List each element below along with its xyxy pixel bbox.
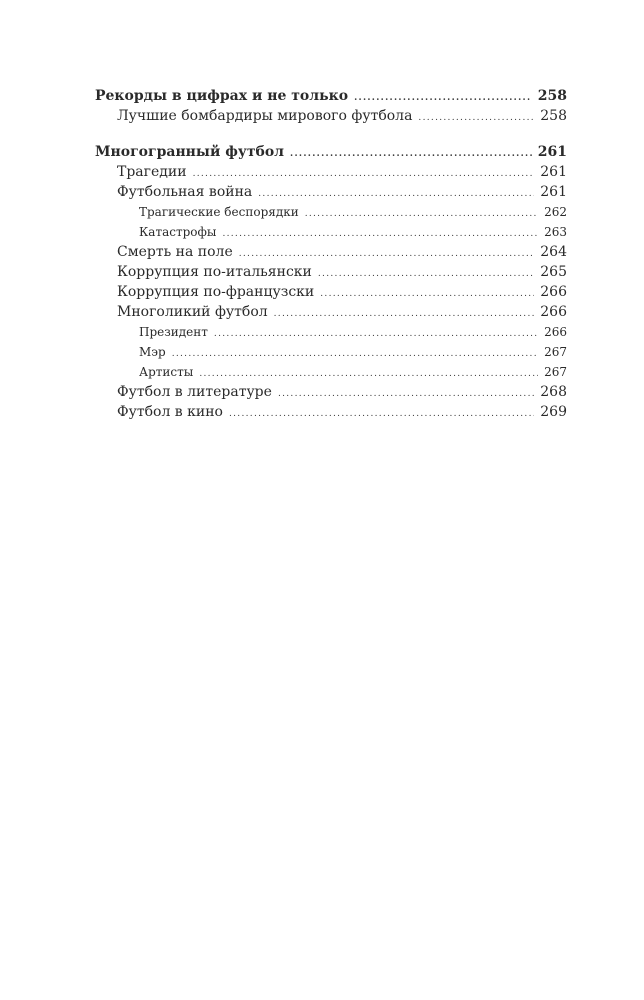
toc-page-number: 262 bbox=[544, 205, 567, 219]
toc-page-number: 261 bbox=[540, 164, 567, 180]
toc-page-number: 266 bbox=[540, 304, 567, 320]
toc-section-multifaceted-football bbox=[95, 142, 567, 422]
toc-entry-title: Многогранный футбол bbox=[95, 144, 285, 160]
toc-page-number: 261 bbox=[540, 184, 567, 200]
toc-page-number: 267 bbox=[544, 345, 567, 359]
toc-page-number: 265 bbox=[540, 264, 567, 280]
toc-dot-leader bbox=[214, 324, 538, 344]
toc-entry-title: Футбол в кино bbox=[117, 404, 223, 420]
toc-page-number: 267 bbox=[544, 365, 567, 379]
toc-entry-corruption-italian[interactable] bbox=[95, 262, 567, 282]
toc-dot-leader bbox=[274, 304, 535, 324]
toc-dot-leader bbox=[278, 384, 534, 404]
toc-entry-title: Катастрофы bbox=[139, 225, 217, 239]
toc-entry-title: Мэр bbox=[139, 345, 166, 359]
toc-entry-title: Коррупция по-итальянски bbox=[117, 264, 312, 280]
toc-entry-football-in-cinema[interactable] bbox=[95, 402, 567, 422]
toc-dot-leader bbox=[320, 284, 534, 304]
toc-entry-title: Трагедии bbox=[117, 164, 187, 180]
toc-dot-leader bbox=[193, 164, 535, 184]
toc-page-number: 268 bbox=[540, 384, 567, 400]
toc-page-number: 269 bbox=[540, 404, 567, 420]
toc-entry-president[interactable] bbox=[95, 322, 567, 342]
toc-section-records bbox=[95, 86, 567, 126]
toc-dot-leader bbox=[229, 404, 534, 424]
toc-entry-many-faced-football[interactable] bbox=[95, 302, 567, 322]
toc-entry-football-in-literature[interactable] bbox=[95, 382, 567, 402]
toc-dot-leader bbox=[239, 244, 535, 264]
toc-dot-leader bbox=[222, 224, 538, 244]
toc-entry-title: Футбол в литературе bbox=[117, 384, 272, 400]
toc-entry-tragedies[interactable] bbox=[95, 162, 567, 182]
toc-entry-title: Рекорды в цифрах и не только bbox=[95, 88, 349, 104]
toc-page-number: 266 bbox=[544, 325, 567, 339]
toc-entry-football-war[interactable] bbox=[95, 182, 567, 202]
toc-entry-multifaceted-football[interactable] bbox=[95, 142, 567, 162]
toc-entry-corruption-french[interactable] bbox=[95, 282, 567, 302]
toc-page-number: 263 bbox=[544, 225, 567, 239]
toc-page-number: 261 bbox=[537, 144, 567, 160]
toc-entry-mayor[interactable] bbox=[95, 342, 567, 362]
toc-page-number: 258 bbox=[540, 108, 567, 124]
toc-entry-title: Смерть на поле bbox=[117, 244, 233, 260]
toc-entry-top-scorers[interactable] bbox=[95, 106, 567, 126]
toc-page-number: 266 bbox=[540, 284, 567, 300]
toc-entry-title: Трагические беспорядки bbox=[139, 205, 299, 219]
toc-dot-leader bbox=[318, 264, 534, 284]
toc-entry-title: Футбольная война bbox=[117, 184, 253, 200]
toc-dot-leader bbox=[258, 184, 534, 204]
toc-dot-leader bbox=[172, 344, 538, 364]
toc-entry-records[interactable] bbox=[95, 86, 567, 106]
table-of-contents bbox=[95, 86, 567, 422]
toc-entry-catastrophes[interactable] bbox=[95, 222, 567, 242]
toc-entry-title: Лучшие бомбардиры мирового футбола bbox=[117, 108, 413, 124]
toc-entry-title: Коррупция по-французски bbox=[117, 284, 315, 300]
toc-page-number: 258 bbox=[537, 88, 567, 104]
toc-entry-artists[interactable] bbox=[95, 362, 567, 382]
toc-entry-death-on-field[interactable] bbox=[95, 242, 567, 262]
toc-page-number: 264 bbox=[540, 244, 567, 260]
toc-dot-leader bbox=[290, 144, 532, 164]
toc-entry-tragic-riots[interactable] bbox=[95, 202, 567, 222]
toc-dot-leader bbox=[305, 204, 538, 224]
toc-dot-leader bbox=[354, 88, 532, 108]
toc-entry-title: Президент bbox=[139, 325, 208, 339]
toc-entry-title: Многоликий футбол bbox=[117, 304, 268, 320]
toc-dot-leader bbox=[199, 364, 538, 384]
toc-entry-title: Артисты bbox=[139, 365, 194, 379]
toc-dot-leader bbox=[418, 108, 534, 128]
